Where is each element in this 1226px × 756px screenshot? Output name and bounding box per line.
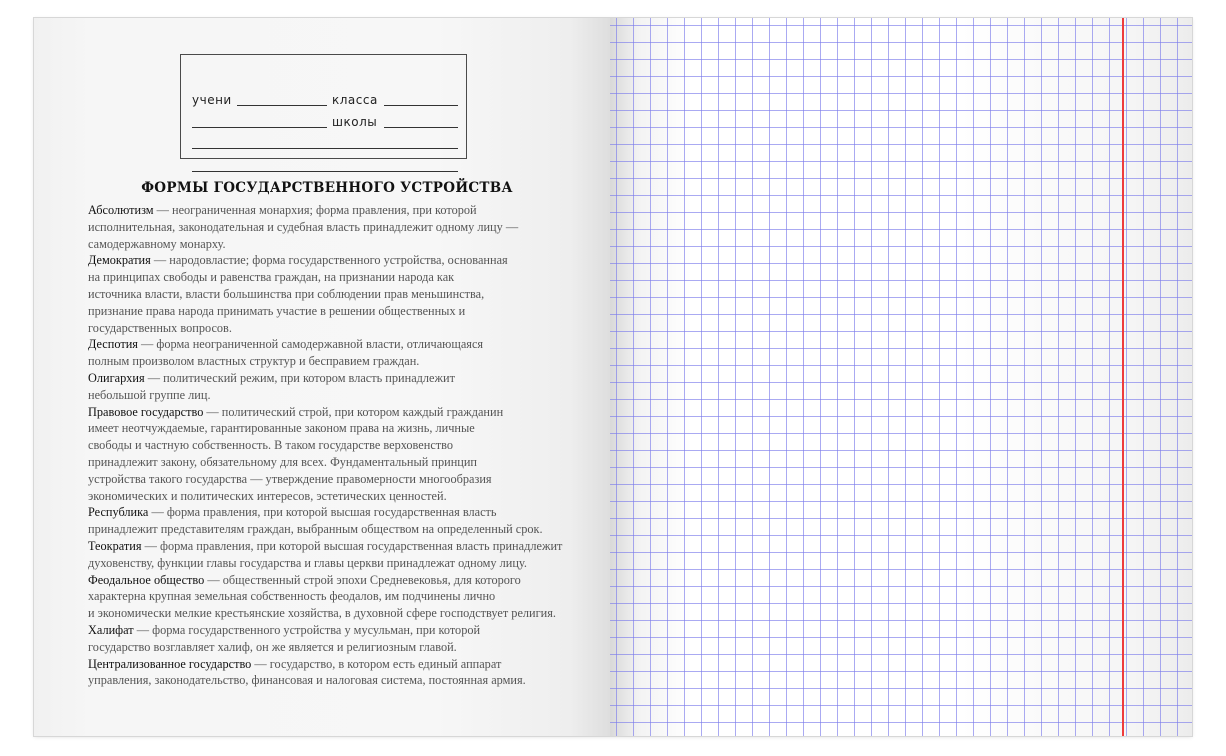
definition-line: [88, 622, 603, 639]
definition-line: [88, 420, 603, 437]
left-page: [34, 18, 610, 736]
class-line[interactable]: [384, 105, 458, 106]
definition-entry: [88, 202, 603, 252]
definition-line: [88, 336, 603, 353]
definition-term: Республика: [88, 505, 149, 520]
definition-line: [88, 303, 603, 320]
class-label: класса: [332, 93, 378, 107]
school-line[interactable]: [384, 127, 458, 128]
definition-entry: [88, 656, 603, 690]
definition-text: самодержавному монарху.: [88, 236, 226, 251]
definition-term: Абсолютизм: [88, 203, 154, 217]
definition-term: Демократия: [88, 253, 151, 268]
definition-line: [88, 437, 603, 454]
definition-entry: [88, 504, 603, 538]
definition-line: [88, 672, 603, 689]
definition-text: признание права народа принимать участие в решении общественных и: [88, 303, 466, 318]
definition-entry: [88, 538, 603, 572]
definition-line: [88, 387, 603, 404]
definition-line: [88, 269, 603, 286]
grid-lines: [610, 18, 1192, 736]
definition-line: [88, 488, 603, 505]
definition-text: — форма правления, при которой высшая государственная власть: [148, 505, 497, 520]
margin-line: [1122, 18, 1124, 736]
definition-entry: [88, 572, 603, 622]
definition-text: принадлежит представителям граждан, выбранным обществом на определенный срок.: [88, 522, 543, 537]
name-plate: [180, 54, 467, 159]
definition-term: Деспотия: [88, 337, 138, 352]
definition-text: — общественный строй эпохи Средневековья, для которого: [204, 572, 521, 587]
definition-text: исполнительная, законодательная и судебная власть принадлежит одному лицу —: [88, 219, 519, 234]
definition-text: — политический режим, при котором власть принадлежит: [144, 370, 455, 385]
definition-line: [88, 656, 603, 673]
squared-grid: [610, 18, 1192, 736]
definition-text: экономических и политических интересов, эстетических ценностей.: [88, 488, 447, 503]
definition-text: государство возглавляет халиф, он же является и религиозным главой.: [88, 639, 457, 654]
definition-text: — форма неограниченной самодержавной власти, отличающаяся: [137, 337, 484, 352]
definition-text: и экономически мелкие крестьянские хозяйства, в духовной сфере господствует религия.: [88, 606, 556, 621]
definition-line: [88, 605, 603, 622]
definition-entry: [88, 336, 603, 370]
right-page: [610, 18, 1192, 736]
definition-text: на принципах свободы и равенства граждан, на признании народа как: [88, 270, 455, 285]
definition-text: источника власти, власти большинства при соблюдении прав меньшинства,: [88, 286, 485, 301]
definition-line: [88, 538, 603, 555]
definition-line: [88, 404, 603, 421]
definition-text: — форма правления, при которой высшая государственная власть принадлежит: [141, 538, 563, 553]
definition-line: [88, 320, 603, 337]
page-title: ФОРМЫ ГОСУДАРСТВЕННОГО УСТРОЙСТВА: [141, 180, 513, 196]
definition-line: [88, 219, 603, 236]
definition-text: имеет неотчуждаемые, гарантированные законом права на жизнь, личные: [88, 421, 475, 436]
definition-entry: [88, 622, 603, 656]
definition-line: [88, 286, 603, 303]
pupil-label: учени: [192, 93, 232, 107]
definition-entry: [88, 404, 603, 505]
definition-text: полным произволом властных структур и бесправием граждан.: [88, 354, 420, 369]
definition-text: небольшой группе лиц.: [88, 387, 211, 402]
definition-line: [88, 471, 603, 488]
definition-line: [88, 588, 603, 605]
definition-text: свободы и частную собственность. В таком государстве верховенство: [88, 438, 454, 453]
definition-line: [88, 202, 603, 219]
definition-term: Централизованное государство: [88, 656, 252, 671]
definition-text: — народовластие; форма государственного устройства, основанная: [150, 253, 508, 268]
definition-line: [88, 370, 603, 387]
definition-line: [88, 504, 603, 521]
surname-line[interactable]: [192, 127, 327, 128]
definition-text: государственных вопросов.: [88, 320, 232, 335]
definition-term: Теократия: [88, 538, 142, 553]
definition-text: устройства такого государства — утверждение правомерности многообразия: [88, 471, 492, 486]
school-label: школы: [332, 115, 378, 129]
definition-text: управления, законодательство, финансовая и налоговая система, постоянная армия.: [88, 673, 526, 688]
definition-line: [88, 236, 603, 253]
definition-text: характерна крупная земельная собственность феодалов, им подчинены лично: [88, 589, 496, 604]
definition-entry: [88, 252, 603, 336]
definition-line: [88, 572, 603, 589]
extra-line-2[interactable]: [192, 171, 458, 172]
notebook-spread: [34, 18, 1192, 736]
definition-entry: [88, 370, 603, 404]
definition-term: Олигархия: [88, 370, 145, 385]
definition-line: [88, 555, 603, 572]
definition-text: — государство, в котором есть единый аппарат: [251, 656, 502, 671]
definition-term: Правовое государство: [88, 404, 204, 419]
definition-term: Халифат: [88, 622, 134, 637]
definition-line: [88, 521, 603, 538]
definition-text: принадлежит закону, обязательному для всех. Фундаментальный принцип: [88, 454, 478, 469]
definition-term: Феодальное общество: [88, 572, 205, 587]
definition-line: [88, 353, 603, 370]
pupil-name-line[interactable]: [237, 105, 327, 106]
definition-text: — форма государственного устройства у мусульман, при которой: [133, 622, 481, 637]
definitions-text: [88, 202, 603, 689]
definition-line: [88, 454, 603, 471]
definition-text: — неограниченная монархия; форма правления, при которой: [153, 203, 477, 217]
definition-line: [88, 252, 603, 269]
definition-text: — политический строй, при котором каждый гражданин: [203, 404, 504, 419]
definition-text: духовенству, функции главы государства и главы церкви принадлежат одному лицу.: [88, 555, 527, 570]
extra-line-1[interactable]: [192, 148, 458, 149]
definition-line: [88, 639, 603, 656]
